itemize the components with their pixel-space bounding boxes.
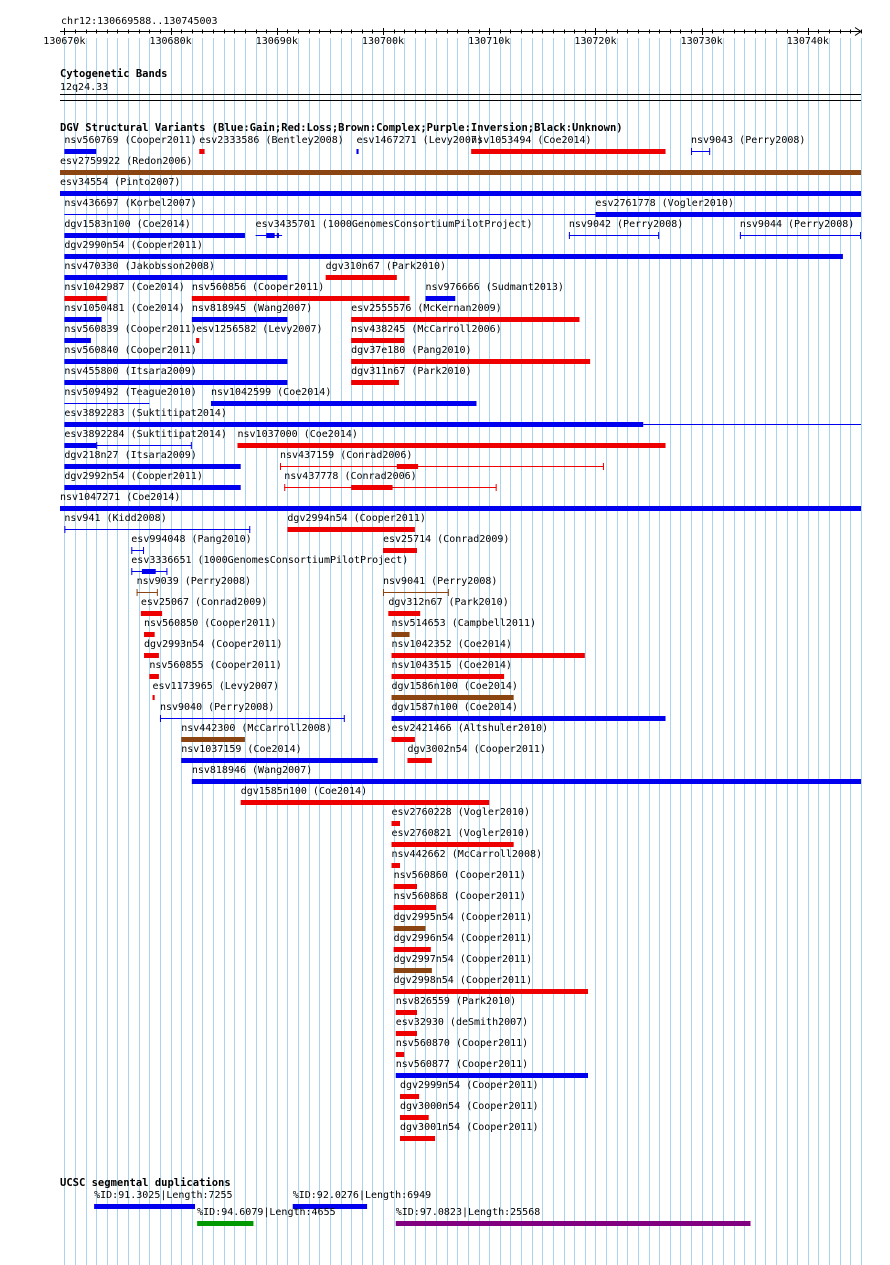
variant-bar[interactable] bbox=[64, 317, 101, 322]
variant-label: nsv442662 (McCarroll2008) bbox=[391, 849, 543, 860]
variant-feature[interactable] bbox=[394, 954, 532, 973]
variant-label: %ID:94.6079|Length:4655 bbox=[197, 1207, 336, 1218]
variant-bar[interactable] bbox=[64, 359, 287, 364]
variant-feature[interactable] bbox=[64, 513, 250, 533]
variant-feature[interactable] bbox=[396, 1207, 751, 1226]
variant-segment[interactable] bbox=[142, 569, 156, 574]
variant-feature[interactable] bbox=[392, 681, 518, 700]
variant-bar[interactable] bbox=[394, 884, 417, 889]
variant-end-cap bbox=[603, 463, 604, 470]
variant-label: esv1256582 (Levy2007) bbox=[196, 324, 323, 335]
variant-feature[interactable] bbox=[60, 177, 861, 196]
variant-bar[interactable] bbox=[351, 317, 579, 322]
variant-feature[interactable] bbox=[280, 450, 604, 470]
variant-end-cap bbox=[569, 232, 570, 239]
variant-feature[interactable] bbox=[64, 135, 196, 154]
ruler-tick-label: 130690k bbox=[255, 36, 298, 47]
variant-feature[interactable] bbox=[407, 744, 545, 763]
variant-bar[interactable] bbox=[287, 527, 414, 532]
variant-feature[interactable] bbox=[392, 849, 543, 868]
variant-end-cap bbox=[691, 148, 692, 155]
variant-bar[interactable] bbox=[64, 403, 149, 404]
variant-feature[interactable] bbox=[60, 492, 861, 511]
variant-bar[interactable] bbox=[64, 214, 595, 215]
variant-label: nsv509492 (Teague2010) bbox=[64, 387, 197, 398]
variant-label: nsv1053494 (Coe2014) bbox=[471, 135, 592, 146]
variant-bar[interactable] bbox=[394, 947, 431, 952]
variant-feature[interactable] bbox=[471, 135, 665, 154]
variant-label: esv2761778 (Vogler2010) bbox=[595, 198, 734, 209]
variant-label: nsv560839 (Cooper2011) bbox=[64, 324, 197, 335]
variant-label: nsv438245 (McCarroll2006) bbox=[351, 324, 502, 335]
variant-feature[interactable] bbox=[691, 135, 805, 155]
variant-bar[interactable] bbox=[396, 1010, 417, 1015]
variant-feature[interactable] bbox=[356, 135, 482, 154]
variant-label: esv32930 (deSmith2007) bbox=[395, 1017, 529, 1028]
variant-label: nsv826559 (Park2010) bbox=[395, 996, 517, 1007]
variant-bar[interactable] bbox=[643, 424, 861, 425]
variant-label: nsv560870 (Cooper2011) bbox=[395, 1038, 529, 1049]
variant-label: dgv3002n54 (Cooper2011) bbox=[407, 744, 546, 755]
variant-label: nsv560877 (Cooper2011) bbox=[395, 1059, 529, 1070]
variant-label: esv25714 (Conrad2009) bbox=[383, 534, 510, 545]
variant-span-line[interactable] bbox=[691, 151, 710, 152]
variant-label: nsv941 (Kidd2008) bbox=[64, 513, 167, 524]
variant-label: esv3336651 (1000GenomesConsortiumPilotProject) bbox=[131, 555, 409, 566]
variant-bar[interactable] bbox=[64, 422, 643, 427]
variant-feature[interactable] bbox=[64, 198, 595, 215]
cytoband-bar[interactable] bbox=[60, 94, 861, 95]
variant-feature[interactable] bbox=[160, 702, 345, 722]
variant-span-line[interactable] bbox=[569, 235, 659, 236]
variant-bar[interactable] bbox=[197, 1221, 253, 1226]
variant-bar[interactable] bbox=[407, 758, 431, 763]
variant-label: dgv2993n54 (Cooper2011) bbox=[144, 639, 283, 650]
variant-label: esv2421466 (Altshuler2010) bbox=[391, 723, 549, 734]
variant-label: esv3435701 (1000GenomesConsortiumPilotProject) bbox=[255, 219, 533, 230]
variant-bar[interactable] bbox=[396, 1052, 404, 1057]
variant-end-cap bbox=[64, 526, 65, 533]
variant-bar[interactable] bbox=[211, 401, 477, 406]
variant-label: nsv1042987 (Coe2014) bbox=[64, 282, 185, 293]
track-separator-line bbox=[60, 100, 861, 101]
variant-bar[interactable] bbox=[392, 695, 514, 700]
variant-segment[interactable] bbox=[397, 464, 418, 469]
variant-label: nsv514653 (Campbell2011) bbox=[391, 618, 537, 629]
variant-feature[interactable] bbox=[287, 513, 425, 532]
variant-end-cap bbox=[249, 526, 250, 533]
variant-feature[interactable] bbox=[383, 576, 497, 596]
variant-end-cap bbox=[96, 442, 97, 449]
variant-label: nsv818946 (Wang2007) bbox=[191, 765, 313, 776]
variant-feature[interactable] bbox=[394, 933, 532, 952]
variant-end-cap bbox=[131, 547, 132, 554]
variant-bar[interactable] bbox=[392, 821, 400, 826]
variant-label: esv25067 (Conrad2009) bbox=[140, 597, 268, 608]
variant-segment[interactable] bbox=[266, 233, 274, 238]
variant-feature[interactable] bbox=[643, 424, 861, 425]
variant-feature[interactable] bbox=[137, 576, 251, 596]
variant-bar[interactable] bbox=[394, 926, 426, 931]
variant-label: nsv560855 (Cooper2011) bbox=[149, 660, 282, 671]
variant-end-cap bbox=[658, 232, 659, 239]
variant-end-cap bbox=[448, 589, 449, 596]
variant-feature[interactable] bbox=[64, 345, 287, 364]
variant-span-line[interactable] bbox=[64, 529, 250, 530]
variant-bar[interactable] bbox=[238, 443, 666, 448]
variant-feature[interactable] bbox=[569, 219, 683, 239]
variant-label: dgv1587n100 (Coe2014) bbox=[391, 702, 518, 713]
variant-label: nsv437778 (Conrad2006) bbox=[284, 471, 417, 482]
variant-span-line[interactable] bbox=[383, 592, 449, 593]
variant-feature[interactable] bbox=[199, 135, 344, 154]
variant-label: %ID:91.3025|Length:7255 bbox=[94, 1190, 233, 1201]
variant-label: esv2760228 (Vogler2010) bbox=[391, 807, 530, 818]
variant-bar[interactable] bbox=[64, 485, 240, 490]
segdup-track-title: UCSC segmental duplications bbox=[60, 1177, 231, 1189]
variant-bar[interactable] bbox=[181, 758, 377, 763]
variant-end-cap bbox=[496, 484, 497, 491]
variant-bar[interactable] bbox=[196, 338, 199, 343]
variant-bar[interactable] bbox=[64, 254, 843, 259]
variant-end-cap bbox=[740, 232, 741, 239]
variant-bar[interactable] bbox=[64, 233, 245, 238]
variant-feature[interactable] bbox=[149, 660, 281, 679]
variant-label: nsv9039 (Perry2008) bbox=[136, 576, 251, 587]
variant-label: nsv560868 (Cooper2011) bbox=[393, 891, 527, 902]
variant-label: dgv1586n100 (Coe2014) bbox=[391, 681, 518, 692]
variant-feature[interactable] bbox=[192, 765, 861, 784]
variant-label: dgv1585n100 (Coe2014) bbox=[240, 786, 368, 797]
variant-bar[interactable] bbox=[60, 506, 861, 511]
variant-bar[interactable] bbox=[425, 296, 455, 301]
variant-feature[interactable] bbox=[388, 597, 508, 616]
variant-bar[interactable] bbox=[351, 338, 404, 343]
variant-bar[interactable] bbox=[394, 968, 432, 973]
variant-label: nsv560856 (Cooper2011) bbox=[191, 282, 325, 293]
variant-end-cap bbox=[131, 568, 132, 575]
variant-bar[interactable] bbox=[392, 674, 505, 679]
variant-bar[interactable] bbox=[141, 611, 162, 616]
variant-bar[interactable] bbox=[60, 170, 861, 175]
variant-label: esv3892284 (Suktitipat2014) bbox=[64, 429, 227, 440]
variant-label: dgv2997n54 (Cooper2011) bbox=[393, 954, 533, 965]
variant-bar[interactable] bbox=[394, 989, 588, 994]
variant-bar[interactable] bbox=[351, 359, 590, 364]
variant-feature[interactable] bbox=[396, 996, 516, 1015]
variant-label: esv1173965 (Levy2007) bbox=[152, 681, 279, 692]
variant-bar[interactable] bbox=[199, 149, 204, 154]
variant-label: nsv9042 (Perry2008) bbox=[568, 219, 684, 230]
variant-feature[interactable] bbox=[351, 345, 590, 364]
variant-span-line[interactable] bbox=[740, 235, 861, 236]
variant-label: %ID:92.0276|Length:6949 bbox=[292, 1190, 432, 1201]
variant-span-line[interactable] bbox=[96, 445, 192, 446]
variant-end-cap bbox=[166, 568, 167, 575]
variant-label: dgv3001n54 (Cooper2011) bbox=[400, 1122, 539, 1133]
variant-label: nsv818945 (Wang2007) bbox=[191, 303, 313, 314]
variant-label: esv34554 (Pinto2007) bbox=[60, 177, 181, 188]
variant-label: nsv455800 (Itsara2009) bbox=[64, 366, 197, 377]
variant-feature[interactable] bbox=[60, 156, 861, 175]
variant-end-cap bbox=[344, 715, 345, 722]
variant-feature[interactable] bbox=[196, 324, 322, 343]
variant-bar[interactable] bbox=[64, 380, 287, 385]
variant-bar[interactable] bbox=[351, 380, 399, 385]
variant-feature[interactable] bbox=[394, 891, 526, 910]
variant-label: nsv1042352 (Coe2014) bbox=[391, 639, 512, 650]
variant-label: esv2333586 (Bentley2008) bbox=[199, 135, 344, 146]
variant-end-cap bbox=[860, 232, 861, 239]
variant-bar[interactable] bbox=[471, 149, 665, 154]
variant-bar[interactable] bbox=[144, 632, 155, 637]
variant-feature[interactable] bbox=[351, 366, 471, 385]
variant-bar[interactable] bbox=[394, 905, 436, 910]
variant-bar[interactable] bbox=[149, 674, 159, 679]
variant-bar[interactable] bbox=[392, 737, 415, 742]
variant-bar[interactable] bbox=[326, 275, 397, 280]
variant-feature[interactable] bbox=[64, 387, 196, 404]
variant-feature[interactable] bbox=[241, 786, 490, 805]
variant-label: nsv560850 (Cooper2011) bbox=[144, 618, 277, 629]
variant-feature[interactable] bbox=[394, 912, 532, 931]
variant-end-cap bbox=[191, 442, 192, 449]
variant-bar[interactable] bbox=[64, 338, 91, 343]
variant-feature[interactable] bbox=[351, 303, 579, 322]
variant-bar[interactable] bbox=[94, 1204, 195, 1209]
variant-feature[interactable] bbox=[64, 366, 287, 385]
variant-feature[interactable] bbox=[392, 660, 512, 679]
variant-bar[interactable] bbox=[392, 863, 400, 868]
variant-feature[interactable] bbox=[181, 744, 377, 763]
variant-feature[interactable] bbox=[396, 1059, 588, 1078]
variant-bar[interactable] bbox=[396, 1221, 751, 1226]
variant-bar[interactable] bbox=[64, 464, 240, 469]
variant-end-cap bbox=[157, 589, 158, 596]
variant-label: dgv2994n54 (Cooper2011) bbox=[287, 513, 426, 524]
variant-end-cap bbox=[143, 547, 144, 554]
variant-end-cap bbox=[280, 463, 281, 470]
ruler-tick-label: 130680k bbox=[149, 36, 192, 47]
variant-span-line[interactable] bbox=[280, 466, 604, 467]
variant-label: dgv2995n54 (Cooper2011) bbox=[393, 912, 533, 923]
variant-label: dgv310n67 (Park2010) bbox=[325, 261, 447, 272]
variant-feature[interactable] bbox=[192, 282, 410, 301]
variant-feature[interactable] bbox=[425, 282, 563, 301]
ruler-tick-label: 130700k bbox=[361, 36, 405, 47]
variant-feature[interactable] bbox=[131, 555, 408, 575]
variant-segment[interactable] bbox=[351, 485, 392, 490]
variant-label: dgv2996n54 (Cooper2011) bbox=[393, 933, 533, 944]
position-ruler[interactable] bbox=[43, 28, 861, 48]
variant-span-line[interactable] bbox=[160, 718, 345, 719]
variant-bar[interactable] bbox=[396, 1073, 588, 1078]
variant-feature[interactable] bbox=[96, 442, 192, 449]
variant-feature[interactable] bbox=[394, 975, 588, 994]
variant-label: nsv9044 (Perry2008) bbox=[739, 219, 855, 230]
variant-bar[interactable] bbox=[392, 632, 410, 637]
variant-bar[interactable] bbox=[64, 443, 96, 448]
variant-label: nsv9040 (Perry2008) bbox=[159, 702, 275, 713]
variant-label: nsv560840 (Cooper2011) bbox=[64, 345, 197, 356]
variant-label: dgv2992n54 (Cooper2011) bbox=[64, 471, 203, 482]
variant-feature[interactable] bbox=[64, 471, 240, 490]
variant-label: nsv1047271 (Coe2014) bbox=[60, 492, 181, 503]
variant-feature[interactable] bbox=[396, 1017, 528, 1036]
variant-feature[interactable] bbox=[392, 702, 666, 721]
variant-bar[interactable] bbox=[356, 149, 358, 154]
variant-label: esv2760821 (Vogler2010) bbox=[391, 828, 530, 839]
variant-feature[interactable] bbox=[64, 282, 184, 301]
variant-bar[interactable] bbox=[400, 1094, 419, 1099]
cytoband-label: 12q24.33 bbox=[60, 82, 109, 93]
variant-label: esv1467271 (Levy2007) bbox=[356, 135, 483, 146]
variant-feature[interactable] bbox=[400, 1122, 538, 1141]
variant-label: %ID:97.0823|Length:25568 bbox=[395, 1207, 541, 1218]
ruler-tick-label: 130730k bbox=[680, 36, 723, 47]
variant-feature[interactable] bbox=[141, 597, 267, 616]
variant-label: nsv9043 (Perry2008) bbox=[691, 135, 806, 146]
variant-label: dgv2990n54 (Cooper2011) bbox=[64, 240, 203, 251]
variant-feature[interactable] bbox=[64, 324, 196, 343]
variant-end-cap bbox=[709, 148, 710, 155]
variant-label: nsv560769 (Cooper2011) bbox=[64, 135, 197, 146]
variant-feature[interactable] bbox=[64, 408, 643, 427]
variant-bar[interactable] bbox=[64, 296, 106, 301]
variant-bar[interactable] bbox=[153, 695, 155, 700]
variant-label: esv2555576 (McKernan2009) bbox=[351, 303, 502, 314]
dgv-track bbox=[60, 135, 861, 1141]
variant-bar[interactable] bbox=[60, 191, 861, 196]
variant-segment[interactable] bbox=[277, 233, 279, 238]
variant-feature[interactable] bbox=[392, 828, 530, 847]
variant-label: nsv442300 (McCarroll2008) bbox=[181, 723, 332, 734]
dgv-track-title: DGV Structural Variants (Blue:Gain;Red:Loss;Brown:Complex;Purple:Inversion;Black:Unknown) bbox=[60, 122, 623, 134]
variant-end-cap bbox=[284, 484, 285, 491]
ruler-tick-label: 130740k bbox=[786, 36, 829, 47]
region-label: chr12:130669588..130745003 bbox=[61, 16, 218, 27]
variant-bar[interactable] bbox=[192, 317, 288, 322]
variant-end-cap bbox=[383, 589, 384, 596]
variant-label: nsv9041 (Perry2008) bbox=[383, 576, 498, 587]
ruler-tick-label: 130720k bbox=[574, 36, 617, 47]
variant-feature[interactable] bbox=[64, 240, 843, 259]
variant-bar[interactable] bbox=[392, 716, 666, 721]
variant-bar[interactable] bbox=[64, 149, 96, 154]
variant-feature[interactable] bbox=[392, 807, 530, 826]
variant-label: nsv1042599 (Coe2014) bbox=[210, 387, 332, 398]
variant-feature[interactable] bbox=[192, 303, 312, 322]
variant-feature[interactable] bbox=[595, 198, 861, 217]
variant-bar[interactable] bbox=[144, 653, 159, 658]
variant-label: nsv436697 (Korbel2007) bbox=[64, 198, 197, 209]
variant-label: nsv437159 (Conrad2006) bbox=[279, 450, 413, 461]
variant-label: dgv3000n54 (Cooper2011) bbox=[400, 1101, 539, 1112]
variant-bar[interactable] bbox=[192, 779, 861, 784]
variant-label: nsv976666 (Sudmant2013) bbox=[425, 282, 564, 293]
variant-label: dgv312n67 (Park2010) bbox=[388, 597, 509, 608]
variant-span-line[interactable] bbox=[137, 592, 158, 593]
variant-end-cap bbox=[137, 589, 138, 596]
variant-label: nsv1043515 (Coe2014) bbox=[391, 660, 512, 671]
variant-bar[interactable] bbox=[400, 1136, 435, 1141]
variant-label: dgv218n27 (Itsara2009) bbox=[64, 450, 197, 461]
variant-bar[interactable] bbox=[392, 653, 585, 658]
variant-bar[interactable] bbox=[181, 737, 245, 742]
variant-span-line[interactable] bbox=[131, 550, 144, 551]
variant-feature[interactable] bbox=[64, 303, 184, 322]
variant-feature[interactable] bbox=[326, 261, 446, 280]
variant-label: esv3892283 (Suktitipat2014) bbox=[64, 408, 227, 419]
variant-label: nsv1050481 (Coe2014) bbox=[64, 303, 185, 314]
variant-feature[interactable] bbox=[64, 450, 240, 469]
variant-bar[interactable] bbox=[396, 1031, 417, 1036]
variant-bar[interactable] bbox=[192, 296, 410, 301]
variant-feature[interactable] bbox=[64, 219, 245, 238]
variant-label: nsv560860 (Cooper2011) bbox=[393, 870, 527, 881]
variant-bar[interactable] bbox=[64, 275, 287, 280]
variant-label: dgv1583n100 (Coe2014) bbox=[64, 219, 191, 230]
variant-label: nsv1037159 (Coe2014) bbox=[181, 744, 302, 755]
variant-feature[interactable] bbox=[394, 870, 526, 889]
variant-feature[interactable] bbox=[392, 639, 585, 658]
variant-label: esv994048 (Pang2010) bbox=[131, 534, 252, 545]
variant-bar[interactable] bbox=[595, 212, 861, 217]
variant-bar[interactable] bbox=[392, 842, 514, 847]
variant-end-cap bbox=[160, 715, 161, 722]
variant-bar[interactable] bbox=[241, 800, 490, 805]
variant-feature[interactable] bbox=[238, 429, 666, 448]
variant-feature[interactable] bbox=[392, 723, 549, 742]
variant-feature[interactable] bbox=[400, 1101, 538, 1120]
variant-label: nsv470330 (Jakobsson2008) bbox=[64, 261, 215, 272]
variant-bar[interactable] bbox=[388, 611, 420, 616]
variant-label: dgv37e180 (Pang2010) bbox=[351, 345, 472, 356]
variant-label: dgv2999n54 (Cooper2011) bbox=[400, 1080, 539, 1091]
variant-label: esv2759922 (Redon2006) bbox=[60, 156, 193, 167]
variant-feature[interactable] bbox=[400, 1080, 538, 1099]
variant-bar[interactable] bbox=[383, 548, 417, 553]
variant-label: dgv2998n54 (Cooper2011) bbox=[393, 975, 533, 986]
variant-feature[interactable] bbox=[392, 618, 536, 637]
variant-bar[interactable] bbox=[400, 1115, 429, 1120]
variant-feature[interactable] bbox=[740, 219, 861, 239]
ruler-tick-label: 130670k bbox=[43, 36, 86, 47]
variant-label: nsv1037000 (Coe2014) bbox=[237, 429, 358, 440]
variant-feature[interactable] bbox=[284, 471, 496, 491]
cytoband-track-title: Cytogenetic Bands bbox=[60, 68, 168, 80]
variant-feature[interactable] bbox=[383, 534, 509, 553]
variant-feature[interactable] bbox=[64, 261, 287, 280]
variant-label: dgv311n67 (Park2010) bbox=[351, 366, 472, 377]
ruler-tick-label: 130710k bbox=[468, 36, 511, 47]
